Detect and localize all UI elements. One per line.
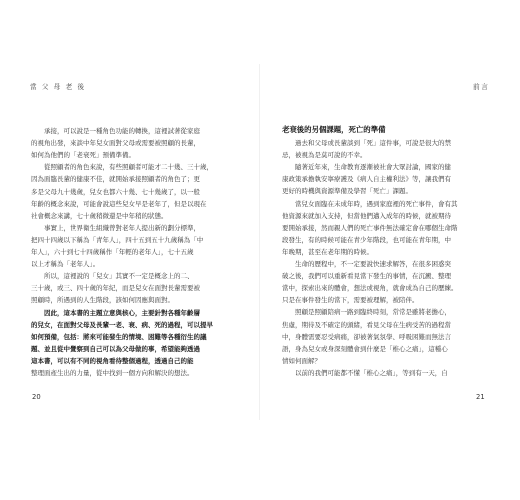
text-line: 年人」，六十到七十四歲稱作「年輕的老年人」，七十五歲 xyxy=(31,248,194,256)
running-head-left: 當 父 母 老 後 xyxy=(30,83,86,91)
text-line: 整理面產生出的力量，從中找到一個方向和解決的想法。 xyxy=(31,369,194,377)
text-line: 這本書，可以有不同的視角看待整個過程，透過自己的能 xyxy=(31,356,194,365)
text-line: 的視角出發，來談中年兒女面對父母或需要被照顧的長輩， xyxy=(31,139,200,148)
running-head-right: 前言 xyxy=(473,83,490,91)
text-line: 他資源來就加入支持，但當他們邁入成年的時候，就被期待 xyxy=(282,211,451,220)
text-line: 破之後，我們可以重新看見當下發生的事情，在沉澱、整理 xyxy=(282,272,451,281)
text-line: 年齡的概念來說，可能會說這些兒女早是老年了，但是以現在 xyxy=(31,199,207,208)
text-line: 當中，探索出來的體會，想法或視角，就會成為自己的歷練。 xyxy=(282,284,458,293)
text-line: 題、並且從中覺察到自己可以為父母做的事，希望能夠透過 xyxy=(31,344,200,353)
text-line: 當兒女面臨在未成年時，遇到家庭裡的死亡事件，會有其 xyxy=(295,199,458,208)
text-line: 如何預備，包括：將來可能發生的情境、困難等各種衍生的議 xyxy=(31,332,207,341)
text-line: 三十歲，或三、四十歲的年紀，而是兒女在面對長輩需要被 xyxy=(31,284,200,293)
text-line: 情如何面解？ xyxy=(282,356,321,365)
text-line: 如何為他們的「老衰死」預備準備。 xyxy=(31,151,135,160)
text-line: 從照顧者的角色來說，有些照顧者可能才二十幾、三十歲， xyxy=(44,163,213,172)
page-number-left: 20 xyxy=(32,393,41,401)
text-line: 更好的時機與資源準備及學習「死亡」課題。 xyxy=(282,187,412,196)
text-line: 所以，這裡說的「兒女」其實不一定是概念上的二、 xyxy=(44,272,194,281)
text-line: 把四十四歲以下稱為「青年人」，四十五到五十九歲稱為「中 xyxy=(31,235,204,244)
text-line: 照顧時，所遇到的人生階段，該如何因應與面對。 xyxy=(31,296,174,305)
text-line: 中，身體需要忍受病痛，卻被著氣氛學、呼吸困難而無法言 xyxy=(282,332,451,341)
text-line: 段發生，有的時候可能在青少年階段，也可能在青年期，中 xyxy=(282,235,451,244)
text-line: 因為面臨長輩的健康不佳，就開始承接照顧者的角色了；更 xyxy=(31,175,200,184)
text-line: 過去和父母或長輩談到「死」這件事，可說是很大的禁 xyxy=(295,139,451,147)
text-line: 忌，被視為是莫可說的不幸。 xyxy=(282,151,367,160)
text-line: 事實上，世界衛生組織曾對老年人提出新的劃分標準， xyxy=(44,223,200,232)
text-line: 康政策承擔執安寧療護及《病人自主權利法》等，讓我們有 xyxy=(282,175,451,184)
text-line: 年晚期，甚至在老年期的時候。 xyxy=(282,247,373,256)
text-line: 承接，可以說是一種角色功能的轉換，這裡試著從家庭 xyxy=(44,127,200,135)
section-heading: 老衰後的另個課題，死亡的準備 xyxy=(282,125,386,134)
text-line: 多是父母九十幾歲，兒女也都六十幾、七十幾歲了，以一般 xyxy=(31,187,200,196)
page-gutter xyxy=(259,64,260,420)
text-line: 生命的歷程中，不一定要說快速求解答，在很多困惑突 xyxy=(295,260,451,268)
text-line: 以上才稱為「老年人」。 xyxy=(31,260,100,269)
text-line: 照顧是照顧陪病一路到臨終時刻，常常是雖將老擔心， xyxy=(295,308,451,317)
text-line: 要開始承接，然而親人們的死亡事件無法確定會在哪個生命階 xyxy=(282,223,458,232)
text-line: 社會概念來講，七十歲稍微還是中年稍的狀態。 xyxy=(31,211,168,220)
text-line: 焦慮，期待及不確定的頭緒，看見父母在生病受苦的過程當 xyxy=(282,320,451,329)
text-line: 的兒女，在面對父母及長輩一老、衰、病、死的過程，可以提早 xyxy=(31,320,213,329)
text-line: 只是在事件發生的當下，需要被理解，被陪伴。 xyxy=(282,296,419,305)
text-line: 以前的我們可能都不懂「椎心之痛」，等到有一天，自 xyxy=(295,368,448,377)
page-number-right: 21 xyxy=(476,393,485,401)
text-line: 因此，這本書的主題立意與核心，主要針對各種年齡層 xyxy=(44,308,200,317)
text-line: 隨著近年來，生命教育逐漸被社會大眾討論，國家的健 xyxy=(295,163,451,172)
text-line: 語，身為兒女或身深刻體會到什麼是「椎心之痛」，這種心 xyxy=(282,344,448,353)
